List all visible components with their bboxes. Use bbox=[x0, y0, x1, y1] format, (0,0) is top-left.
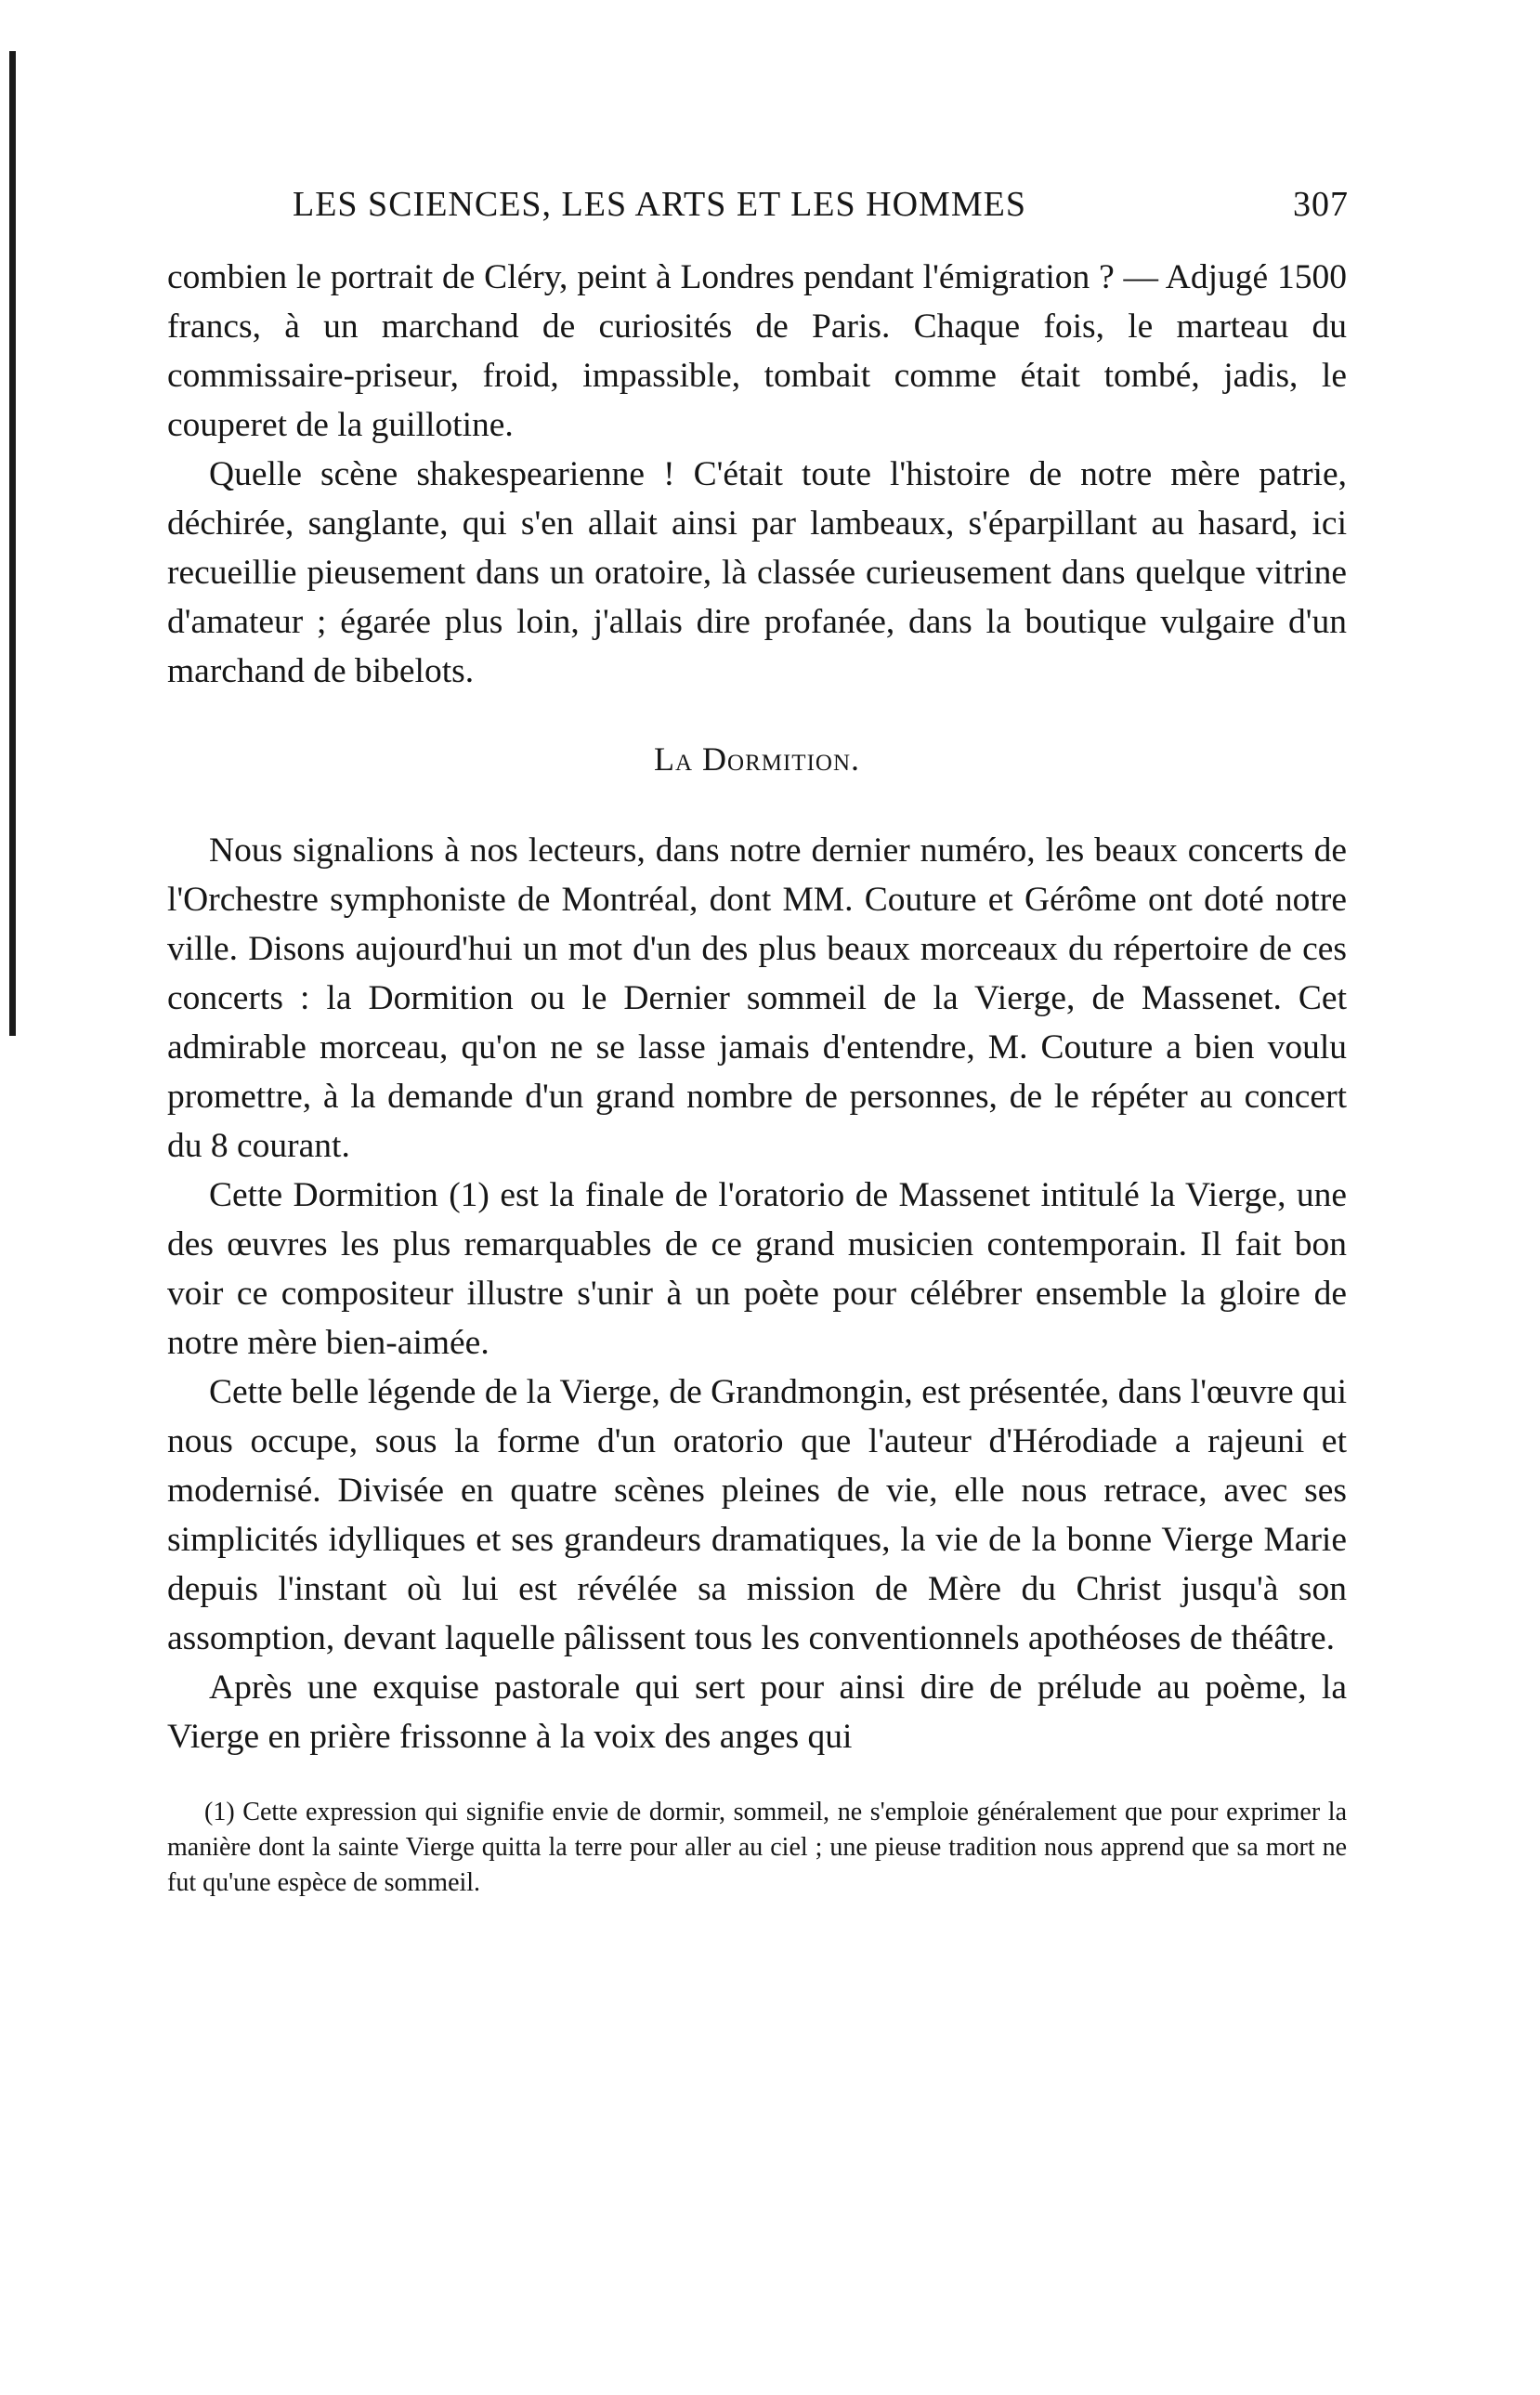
paragraph: Après une exquise pastorale qui sert pour ainsi dire de prélude au poème, la Vierge en prière frissonne à la voix des anges qui bbox=[167, 1669, 1347, 1756]
running-title: LES SCIENCES, LES ARTS ET LES HOMMES bbox=[293, 185, 1026, 224]
paragraph: combien le portrait de Cléry, peint à Londres pendant l'émigration ? — Adjugé 1500 francs, à un marchand de curiosités de Paris. Chaque fois, le marteau du commissaire-priseur, froid, impassible, tombait comme était tombé, jadis, le couperet de la guillotine. bbox=[167, 258, 1347, 444]
paragraph: Nous signalions à nos lecteurs, dans notre dernier numéro, les beaux concerts de l'Orchestre symphoniste de Montréal, dont MM. Couture et Gérôme ont doté notre ville. Disons aujourd'hui un mot d'un des plus beaux morceaux du répertoire de ces concerts : la Dormition ou le Dernier sommeil de la Vierge, de Massenet. Cet admirable morceau, qu'on ne se lasse jamais d'entendre, M. Couture a bien voulu promettre, à la demande d'un grand nombre de personnes, de le répéter au concert du 8 courant. bbox=[167, 831, 1347, 1165]
paragraph: Quelle scène shakespearienne ! C'était toute l'histoire de notre mère patrie, déchirée, sanglante, qui s'en allait ainsi par lambeaux, s'éparpillant au hasard, ici recueillie pieusement dans un oratoire, là classée curieusement dans quelque vitrine d'amateur ; égarée plus loin, j'allais dire profanée, dans la boutique vulgaire d'un marchand de bibelots. bbox=[167, 455, 1347, 690]
book-page bbox=[167, 177, 1347, 1901]
page-number: 307 bbox=[1293, 185, 1349, 224]
footnote-text: (1) Cette expression qui signifie envie de dormir, sommeil, ne s'emploie généralement que pour exprimer la manière dont la sainte Vierge quitta la terre pour aller au ciel ; une pieuse tradition nous apprend que sa mort ne fut qu'une espèce de sommeil. bbox=[167, 1798, 1347, 1897]
footnote-spacer bbox=[167, 1761, 1347, 1795]
running-header bbox=[167, 177, 1347, 232]
paragraph: Cette Dormition (1) est la finale de l'oratorio de Massenet intitulé la Vierge, une des œuvres les plus remarquables de ce grand musicien contemporain. Il fait bon voir ce compositeur illustre s'unir à un poète pour célébrer ensemble la gloire de notre mère bien-aimée. bbox=[167, 1176, 1347, 1362]
section-body bbox=[167, 826, 1347, 1761]
footnote bbox=[167, 1795, 1347, 1901]
scan-binding-edge bbox=[9, 51, 16, 1036]
section-heading: La Dormition. bbox=[653, 740, 861, 778]
article-continuation bbox=[167, 253, 1347, 696]
paragraph: Cette belle légende de la Vierge, de Grandmongin, est présentée, dans l'œuvre qui nous occupe, sous la forme d'un oratorio que l'auteur d'Hérodiade a rajeuni et modernisé. Divisée en quatre scènes pleines de vie, elle nous retrace, avec ses simplicités idylliques et ses grandeurs dramatiques, la vie de la bonne Vierge Marie depuis l'instant où lui est révélée sa mission de Mère du Christ jusqu'à son assomption, devant laquelle pâlissent tous les conventionnels apothéoses de théâtre. bbox=[167, 1373, 1347, 1657]
